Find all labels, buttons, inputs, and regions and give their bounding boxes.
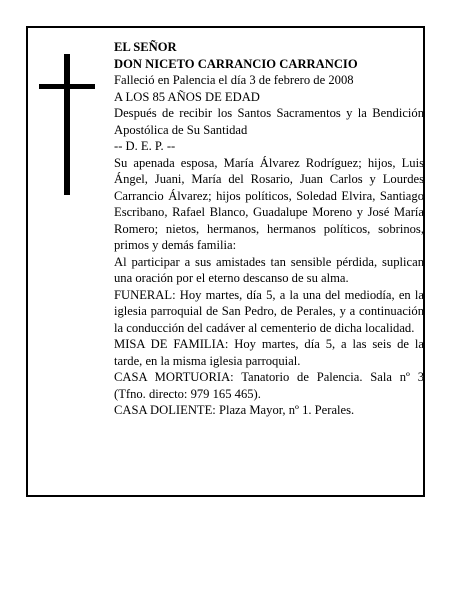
sacraments-paragraph: Después de recibir los Santos Sacramentos y la Bendición Apostólica de Su Santidad	[114, 106, 424, 137]
mass-paragraph: MISA DE FAMILIA: Hoy martes, día 5, a las seis de la tarde, en la misma iglesia parroquial.	[114, 337, 424, 368]
cross-horizontal-bar	[39, 84, 95, 89]
funeral-paragraph: FUNERAL: Hoy martes, día 5, a la una del mediodía, en la iglesia parroquial de San Pedro, de Perales, y a continuación la conducción del cadáver al cementerio de dicha localidad.	[114, 287, 424, 335]
home-paragraph: CASA DOLIENTE: Plaza Mayor, nº 1. Perales.	[114, 403, 355, 417]
deceased-name: DON NICETO CARRANCIO CARRANCIO	[114, 56, 358, 71]
mortuary-paragraph: CASA MORTUORIA: Tanatorio de Palencia. Sala nº 3 (Tfno. directo: 979 165 465).	[114, 370, 424, 401]
age-line: A LOS 85 AÑOS DE EDAD	[114, 89, 260, 104]
dep-line: -- D. E. P. --	[114, 139, 176, 153]
heading-title: EL SEÑOR	[114, 40, 177, 54]
obituary-text	[114, 39, 424, 419]
death-date-line: Falleció en Palencia el día 3 de febrero de 2008	[114, 73, 354, 87]
request-paragraph: Al participar a sus amistades tan sensible pérdida, suplican una oración por el eterno descanso de su alma.	[114, 254, 424, 285]
family-paragraph: Su apenada esposa, María Álvarez Rodríguez; hijos, Luis Ángel, Juani, María del Rosario, Juan Carlos y Lourdes Carrancio Álvarez; hijos políticos, Soledad Elvira, Santiago Escribano, Rafael Blanco, Guadalupe Moreno y José María Romero; nietos, hermanos, hermanos políticos, sobrinos, primos y demás familia:	[114, 155, 424, 252]
cross-vertical-bar	[64, 54, 70, 195]
